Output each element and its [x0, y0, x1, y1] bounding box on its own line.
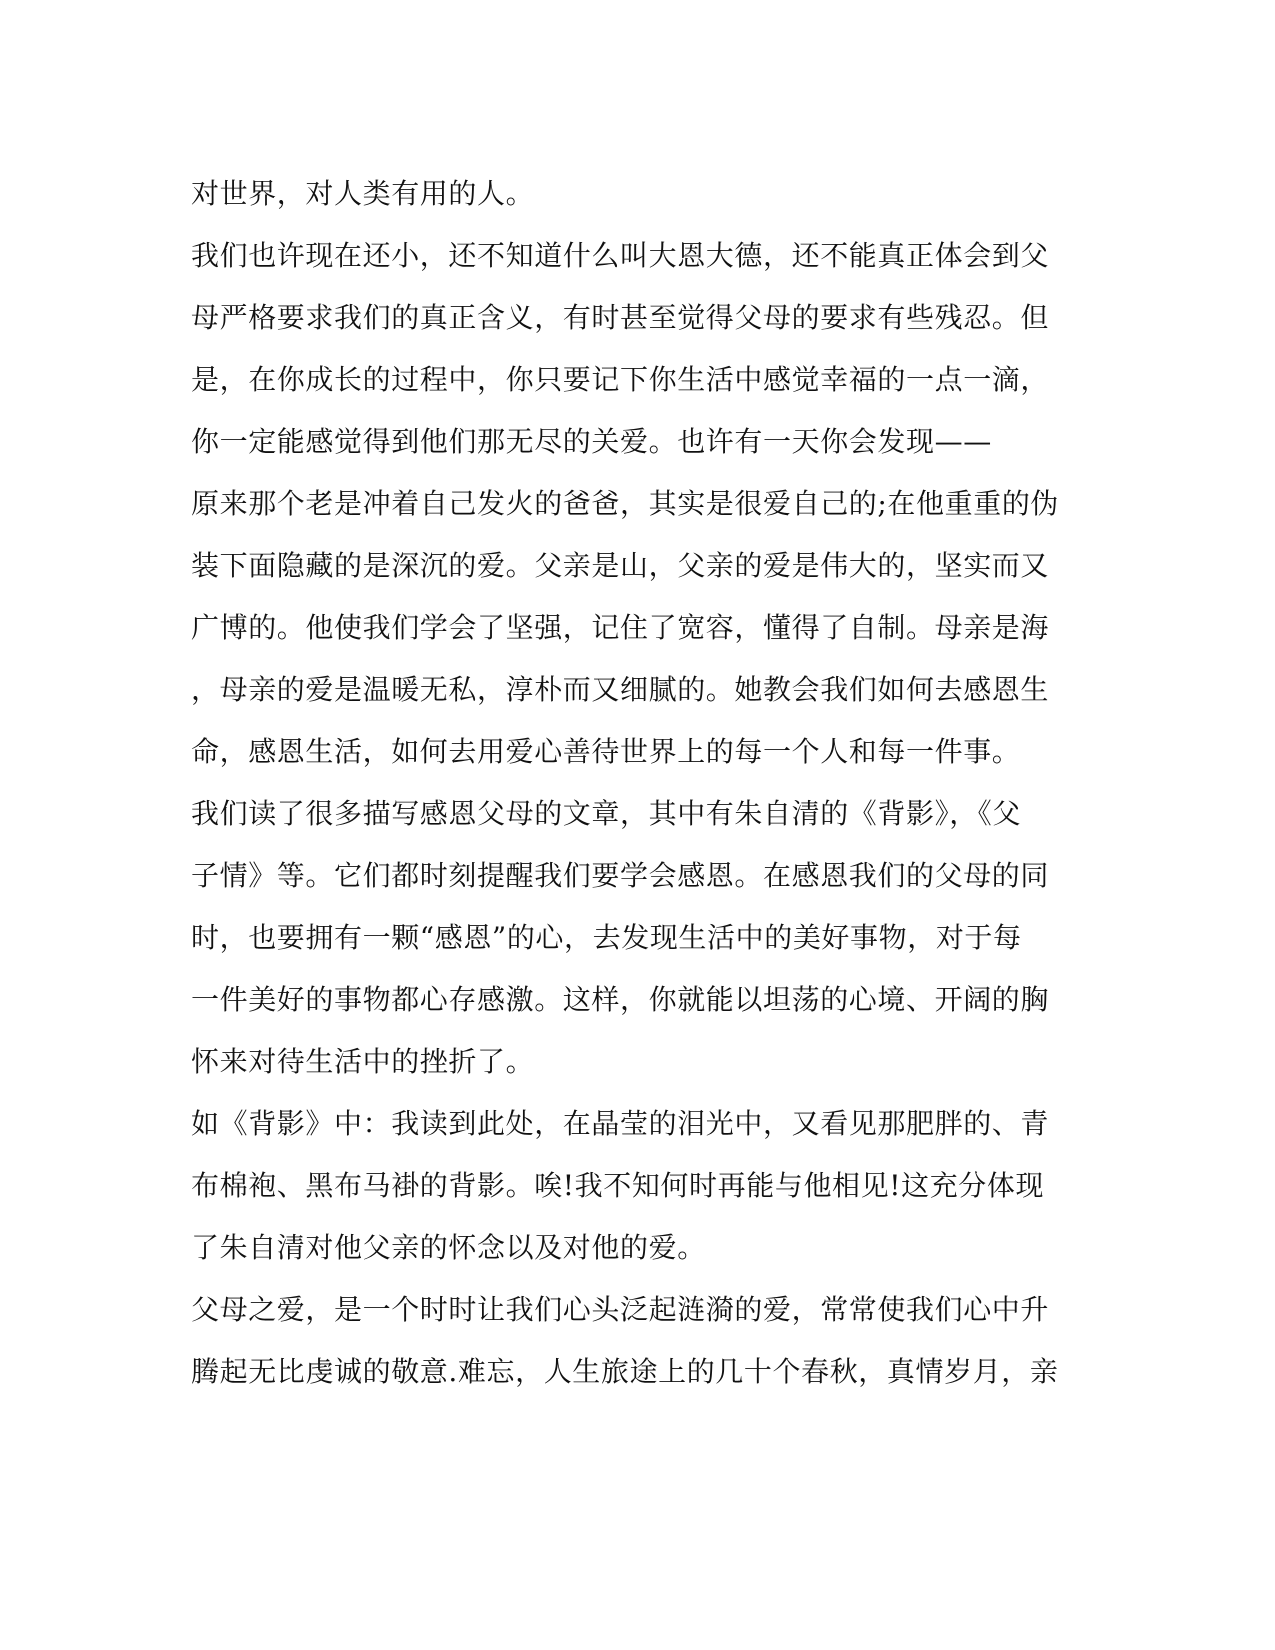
text-line: 腾起无比虔诚的敬意.难忘，人生旅途上的几十个春秋，真情岁月，亲: [191, 1355, 1059, 1388]
text-line: 了朱自清对他父亲的怀念以及对他的爱。: [191, 1231, 706, 1264]
text-line: 如《背影》中：我读到此处，在晶莹的泪光中，又看见那肥胖的、青: [191, 1107, 1050, 1140]
text-line: 你一定能感觉得到他们那无尽的关爱。也许有一天你会发现——: [191, 425, 992, 458]
text-line: 怀来对待生活中的挫折了。: [191, 1045, 535, 1078]
text-line: 我们读了很多描写感恩父母的文章，其中有朱自清的《背影》，《父: [191, 797, 1022, 830]
text-line: 对世界，对人类有用的人。: [191, 177, 535, 210]
text-line: 广博的。他使我们学会了坚强，记住了宽容，懂得了自制。母亲是海: [191, 611, 1050, 644]
text-line: 父母之爱，是一个时时让我们心头泛起涟漪的爱，常常使我们心中升: [191, 1293, 1050, 1326]
text-line: 时，也要拥有一颗“感恩”的心，去发现生活中的美好事物，对于每: [191, 921, 1022, 954]
text-line: 原来那个老是冲着自己发火的爸爸，其实是很爱自己的;在他重重的伪: [191, 487, 1060, 520]
text-line: 命，感恩生活，如何去用爱心善待世界上的每一个人和每一件事。: [191, 735, 1021, 768]
text-line: 是，在你成长的过程中，你只要记下你生活中感觉幸福的一点一滴，: [191, 363, 1050, 396]
text-line: 母严格要求我们的真正含义，有时甚至觉得父母的要求有些残忍。但: [191, 301, 1050, 334]
text-line: ，母亲的爱是温暖无私，淳朴而又细腻的。她教会我们如何去感恩生: [191, 673, 1050, 706]
text-line: 我们也许现在还小，还不知道什么叫大恩大德，还不能真正体会到父: [191, 239, 1050, 272]
text-line: 装下面隐藏的是深沉的爱。父亲是山，父亲的爱是伟大的，坚实而又: [191, 549, 1050, 582]
text-line: 一件美好的事物都心存感激。这样，你就能以坦荡的心境、开阔的胸: [191, 983, 1050, 1016]
text-line: 子情》等。它们都时刻提醒我们要学会感恩。在感恩我们的父母的同: [191, 859, 1050, 892]
text-line: 布棉袍、黑布马褂的背影。唉!我不知何时再能与他相见!这充分体现: [191, 1169, 1045, 1202]
body-text: [191, 163, 1091, 1403]
